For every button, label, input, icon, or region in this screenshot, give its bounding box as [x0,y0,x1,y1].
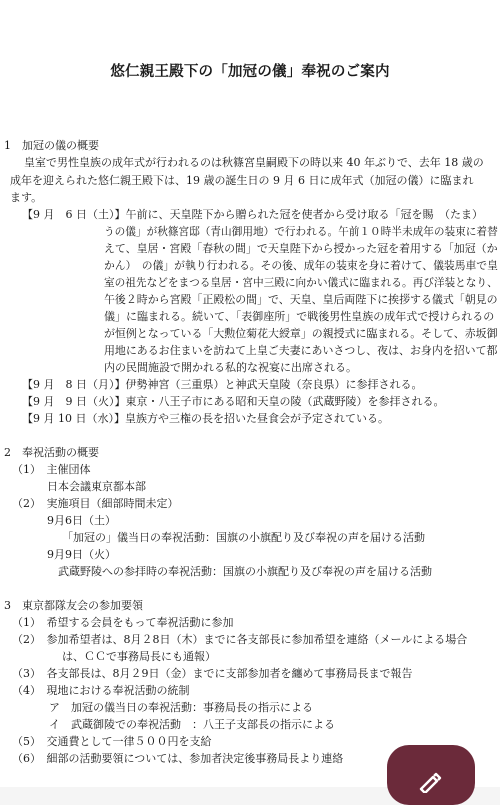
intro-line-2: 成年を迎えられた悠仁親王殿下は、19 歳の誕生日の 9 月 6 日に成年式（加冠の儀）に臨まれ [10,174,474,187]
edit-fab-button[interactable] [387,745,475,805]
s2-item-2: （2） 実施項目（細部時間未定） [12,497,179,510]
s3-line-3: （3） 各支部長は、8月２9日（金）までに支部参加者を纏めて事務局長まで報告 [12,667,413,680]
sep6-line-8: が恒例となっている「大勲位菊花大綬章」の親授式に臨まれる。そして、赤坂御 [104,327,498,340]
intro-line-1: 皇室で男性皇族の成年式が行われるのは秋篠宮皇嗣殿下の時以来 40 年ぶりで、去年 18 歳の [24,156,484,169]
section-2-heading: 2 奉祝活動の概要 [4,446,99,459]
section-3-heading: 3 東京都隊友会の参加要領 [4,599,143,612]
sep6-line-6: 午後２時から宮殿「正殿松の間」で、天皇、皇后両陛下に挨拶する儀式「朝見の [104,293,498,306]
s2-date-1-detail: 「加冠の」儀当日の奉祝活動：国旗の小旗配り及び奉祝の声を届ける活動 [62,531,425,544]
s3-line-4a: ア 加冠の儀当日の奉祝活動：事務局長の指示による [49,701,313,714]
sep6-line-3: えて、皇居・宮殿「春秋の間」で天皇陛下から授かった冠を着用する「加冠（か [104,242,498,255]
pencil-icon [418,771,444,793]
s3-line-1: （1） 希望する会員をもって奉祝活動に参加 [12,616,234,629]
s3-line-2b: は、ＣＣで事務局長にも通報） [62,650,216,663]
sep6-line-9: 用地にあるお住まいを訪ねて上皇ご夫妻にあいさつし、夜は、お身内を招いて都 [104,344,498,357]
sep6-line-10: 内の民間施設で開かれる私的な祝宴に出席される。 [104,361,357,374]
s2-item-1-detail: 日本会議東京都本部 [47,480,146,493]
s3-line-6: （6） 細部の活動要領については、参加者決定後事務局長より連絡 [12,752,344,765]
sep6-line-5: 室の祖先などをまつる皇居・宮中三殿に向かい儀式に臨まれる。再び洋装となり、 [104,276,498,289]
s3-line-4b: イ 武蔵御陵での奉祝活動 ：八王子支部長の指示による [49,718,335,731]
sep8-line: 【9 月 8 日（月）】伊勢神宮（三重県）と神武天皇陵（奈良県）に参拝される。 [22,378,423,391]
s3-line-4: （4） 現地における奉祝活動の統制 [12,684,190,697]
sep10-line: 【9 月 10 日（水）】皇族方や三権の長を招いた昼食会が予定されている。 [22,412,389,425]
s3-line-2a: （2） 参加希望者は、8月２8日（木）までに各支部長に参加希望を連絡（メールによる場合 [12,633,468,646]
s3-line-5: （5） 交通費として一律５００円を支給 [12,735,212,748]
s2-date-2: 9月9日（火） [47,548,116,561]
sep6-line-7: 儀」に臨まれる。続いて、「表御座所」で戦後男性皇族の成年式で授けられるの [104,310,495,323]
sep6-line-1: 【9 月 6 日（土）】午前に、天皇陛下から贈られた冠を使者から受け取る「冠を賜 （たま） [22,208,483,221]
intro-line-3: ます。 [10,191,43,204]
sep6-line-4: かん） の儀」が執り行われる。その後、成年の装束を身に着けて、儀装馬車で皇 [104,259,498,272]
s2-item-1: （1） 主催団体 [12,463,91,476]
sep9-line: 【9 月 9 日（火）】東京・八王子市にある昭和天皇の陵（武蔵野陵）を参拝される。 [22,395,445,408]
page-title: 悠仁親王殿下の「加冠の儀」奉祝のご案内 [110,63,390,80]
s2-date-2-detail: 武蔵野陵への参拝時の奉祝活動：国旗の小旗配り及び奉祝の声を届ける活動 [58,565,432,578]
s2-date-1: 9月6日（土） [47,514,116,527]
sep6-line-2: うの儀」が秋篠宮邸（青山御用地）で行われる。午前１０時半未成年の装束に着替 [104,225,498,238]
section-1-heading: 1 加冠の儀の概要 [4,139,99,152]
